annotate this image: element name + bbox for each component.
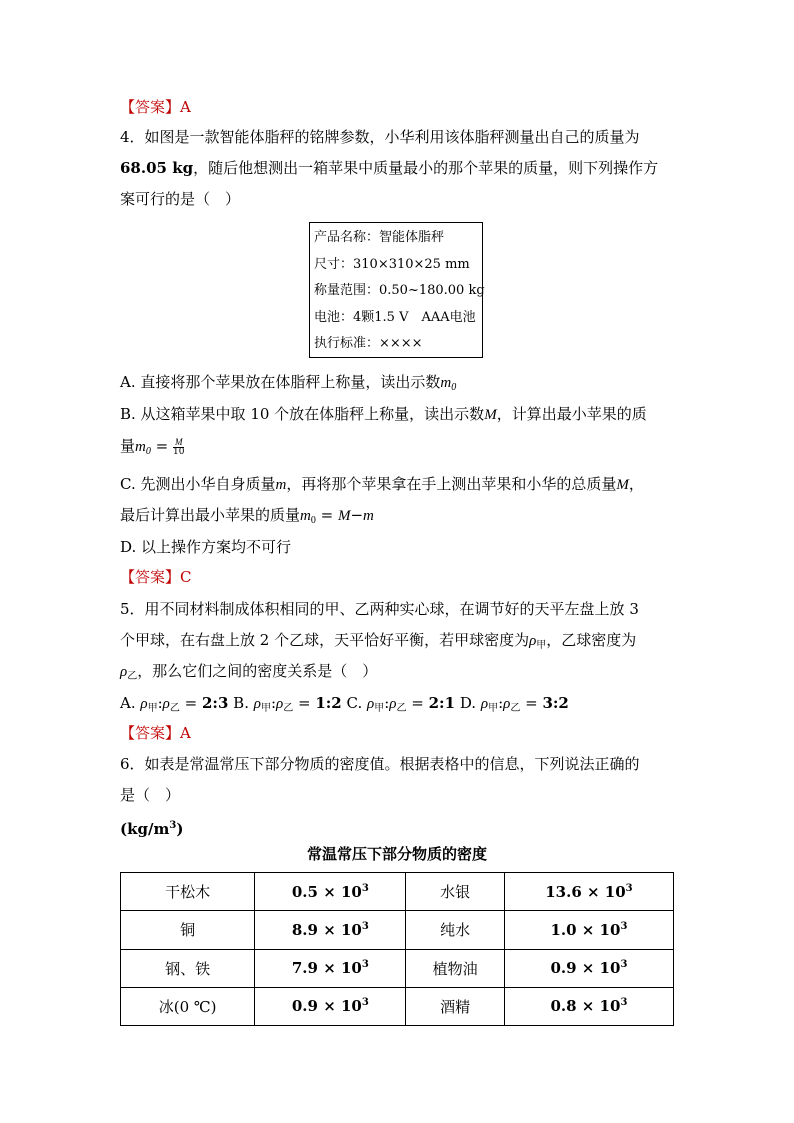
substance-cell: 植物油 — [406, 949, 504, 987]
spec-line: 电池：4颗1.5 V AAA电池 — [314, 309, 476, 325]
density-cell: $13.6 \times 10^3$ — [504, 873, 673, 911]
math-fraction — [173, 438, 184, 457]
q5-stem-line2-end: ，乙球密度为 — [546, 631, 637, 649]
q4-option-d: D. 以上操作方案均不可行 — [120, 538, 292, 556]
spec-nameplate — [309, 222, 483, 358]
answer-label: 【答案】 — [120, 724, 181, 742]
q5-stem-line2-text: 个甲球，在右盘上放 2 个乙球，天平恰好平衡，若甲球密度为 — [120, 631, 530, 649]
q4-stem-line2 — [120, 157, 658, 179]
math-rho-yi: $\rho_乙$ — [120, 664, 138, 682]
density-cell: $0.9 \times 10^3$ — [255, 987, 406, 1025]
density-cell: $7.9 \times 10^3$ — [255, 949, 406, 987]
table-title: 常温常压下部分物质的密度 — [306, 845, 487, 863]
q5-option-c-value: 2:1 — [428, 694, 456, 712]
answer-value: A — [180, 98, 191, 116]
q5-option-b-label: B. — [233, 694, 249, 712]
fraction-numerator: M — [174, 436, 183, 447]
substance-cell: 水银 — [406, 873, 504, 911]
density-table — [120, 872, 674, 1026]
table-row — [121, 911, 674, 949]
q4-option-a-text: A. 直接将那个苹果放在体脂秤上称量，读出示数 — [120, 373, 441, 391]
fraction-denominator: 10 — [172, 446, 185, 457]
substance-cell: 铜 — [121, 911, 255, 949]
unit-sup: 3 — [169, 820, 177, 831]
math-rho-jia: $\rho_甲$ — [529, 633, 547, 651]
q4-option-b-line2: 量$m_0$ = $\frac{M}{10}$ — [120, 436, 185, 457]
q5-options: A. $\rho_甲:\rho_乙$ = 2:3 B. $\rho_甲:\rho_乙$ = 1:2 C. $\rho_甲:\rho_乙$ = 2:1 D. $\rho_甲:\rho_乙$ = 3:2 — [120, 694, 569, 714]
answer-label: 【答案】 — [120, 568, 181, 586]
substance-cell: 钢、铁 — [121, 949, 255, 987]
math-m: m — [275, 477, 287, 493]
q5-option-d-value: 3:2 — [542, 694, 569, 712]
q5-option-d-label: D. — [459, 694, 477, 712]
density-cell: $0.8 \times 10^3$ — [504, 987, 673, 1025]
q4-option-c-text: C. 先测出小华自身质量 — [120, 475, 276, 493]
q4-mass: 68.05 kg — [120, 159, 194, 177]
unit-text: (kg/m — [120, 820, 170, 838]
q6-stem-line2: 是（ ） — [120, 786, 181, 804]
spec-line: 尺寸：310×310×25 mm — [314, 256, 470, 272]
q4-option-c-line2: 最后计算出最小苹果的质量$m_0 = M-m$ — [120, 506, 374, 526]
q4-stem-line1: 4．如图是一款智能体脂秤的铭牌参数，小华利用该体脂秤测量出自己的质量为 — [120, 128, 640, 146]
math-m0: $m_0$ — [135, 439, 151, 457]
q5-option-a-label: A. — [120, 694, 136, 712]
density-cell: $8.9 \times 10^3$ — [255, 911, 406, 949]
answer-line-q4 — [120, 566, 192, 588]
answer-value: C — [180, 568, 192, 586]
q4-option-c-text2: 最后计算出最小苹果的质量 — [120, 506, 301, 524]
substance-cell: 纯水 — [406, 911, 504, 949]
q4-option-b-text-end: ，计算出最小苹果的质 — [496, 405, 647, 423]
q4-option-b-text: B. 从这箱苹果中取 10 个放在体脂秤上称量，读出示数 — [120, 405, 485, 423]
answer-line-q5 — [120, 722, 191, 744]
q4-option-c-line1: C. 先测出小华自身质量m，再将那个苹果拿在手上测出苹果和小华的总质量M， — [120, 475, 644, 493]
q5-stem-line3 — [120, 660, 377, 688]
math-formula: $m_0$ — [300, 508, 316, 526]
q4-option-b-text2: 量 — [120, 437, 136, 455]
spec-line: 称量范围：0.50~180.00 kg — [314, 283, 485, 298]
q5-stem-line2 — [120, 629, 636, 657]
q4-option-c-text-mid: ，再将那个苹果拿在手上测出苹果和小华的总质量 — [286, 475, 617, 493]
spec-line: 产品名称：智能体脂秤 — [314, 230, 445, 245]
answer-value: A — [180, 724, 191, 742]
q6-stem-line1: 6．如表是常温常压下部分物质的密度值。根据表格中的信息，下列说法正确的 — [120, 755, 640, 773]
q5-option-c-label: C. — [346, 694, 363, 712]
math-M: M — [484, 407, 497, 423]
substance-cell: 酒精 — [406, 987, 504, 1025]
q5-option-a-value: 2:3 — [201, 694, 229, 712]
q4-option-a — [120, 371, 456, 399]
density-cell: $0.5 \times 10^3$ — [255, 873, 406, 911]
q4-stem-line2-text: ，随后他想测出一箱苹果中质量最小的那个苹果的质量，则下列操作方 — [193, 159, 659, 177]
q5-option-b-value: 1:2 — [315, 694, 342, 712]
math-M: M — [616, 477, 629, 493]
table-row — [121, 873, 674, 911]
spec-line: 执行标准：×××× — [314, 336, 423, 351]
table-row — [121, 949, 674, 987]
answer-label: 【答案】 — [120, 98, 181, 116]
substance-cell: 干松木 — [121, 873, 255, 911]
q4-option-b-line1 — [120, 403, 647, 426]
q4-stem-line3: 案可行的是（ ） — [120, 190, 241, 208]
q6-unit: $(kg/m^3)$ — [120, 820, 184, 838]
density-cell: $1.0 \times 10^3$ — [504, 911, 673, 949]
q5-stem-line1: 5．用不同材料制成体积相同的甲、乙两种实心球，在调节好的天平左盘上放 3 — [120, 600, 639, 618]
density-cell: $0.9 \times 10^3$ — [504, 949, 673, 987]
table-row — [121, 987, 674, 1025]
answer-line-q3 — [120, 96, 191, 118]
q5-stem-line3-text: ，那么它们之间的密度关系是（ ） — [137, 662, 378, 680]
math-m0: $m_0$ — [440, 375, 457, 393]
substance-cell: 冰(0 ℃) — [121, 987, 255, 1025]
